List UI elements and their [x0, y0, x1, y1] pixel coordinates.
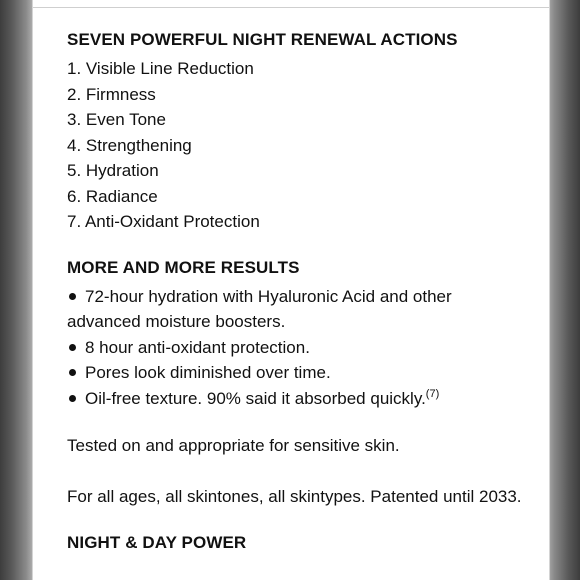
bullet-text: Pores look diminished over time. — [85, 363, 331, 382]
bullet-text: 8 hour anti-oxidant protection. — [85, 337, 310, 357]
bullet-icon — [69, 369, 76, 376]
list-item: 7. Anti-Oxidant Protection — [67, 212, 260, 231]
bullet-icon — [69, 395, 76, 402]
bullet-icon — [69, 293, 76, 300]
description-content — [67, 30, 529, 553]
list-item: 2. Firmness — [67, 84, 156, 104]
results-list — [67, 284, 529, 412]
actions-heading: SEVEN POWERFUL NIGHT RENEWAL ACTIONS — [67, 30, 458, 49]
list-item — [67, 386, 529, 412]
product-description-card — [32, 0, 550, 580]
bullet-text: Oil-free texture. 90% said it absorbed quickly. — [85, 388, 426, 408]
results-heading: MORE AND MORE RESULTS — [67, 257, 300, 277]
list-item — [67, 284, 529, 335]
list-item: 5. Hydration — [67, 161, 159, 180]
list-item: 4. Strengthening — [67, 135, 192, 155]
footnote-marker: (7) — [425, 387, 440, 400]
actions-list — [67, 56, 529, 235]
bullet-text: 72-hour hydration with Hyaluronic Acid and other advanced moisture boosters. — [67, 286, 452, 331]
sensitive-skin-note: Tested on and appropriate for sensitive skin. — [67, 436, 400, 455]
all-ages-note: For all ages, all skintones, all skintypes. Patented until 2033. — [67, 486, 522, 506]
list-item: 6. Radiance — [67, 186, 158, 206]
bullet-icon — [69, 344, 76, 351]
list-item: 3. Even Tone — [67, 110, 166, 129]
divider — [33, 7, 549, 8]
list-item — [67, 360, 529, 386]
list-item — [67, 335, 529, 361]
night-day-heading: NIGHT & DAY POWER — [67, 533, 247, 552]
list-item: 1. Visible Line Reduction — [67, 59, 254, 78]
